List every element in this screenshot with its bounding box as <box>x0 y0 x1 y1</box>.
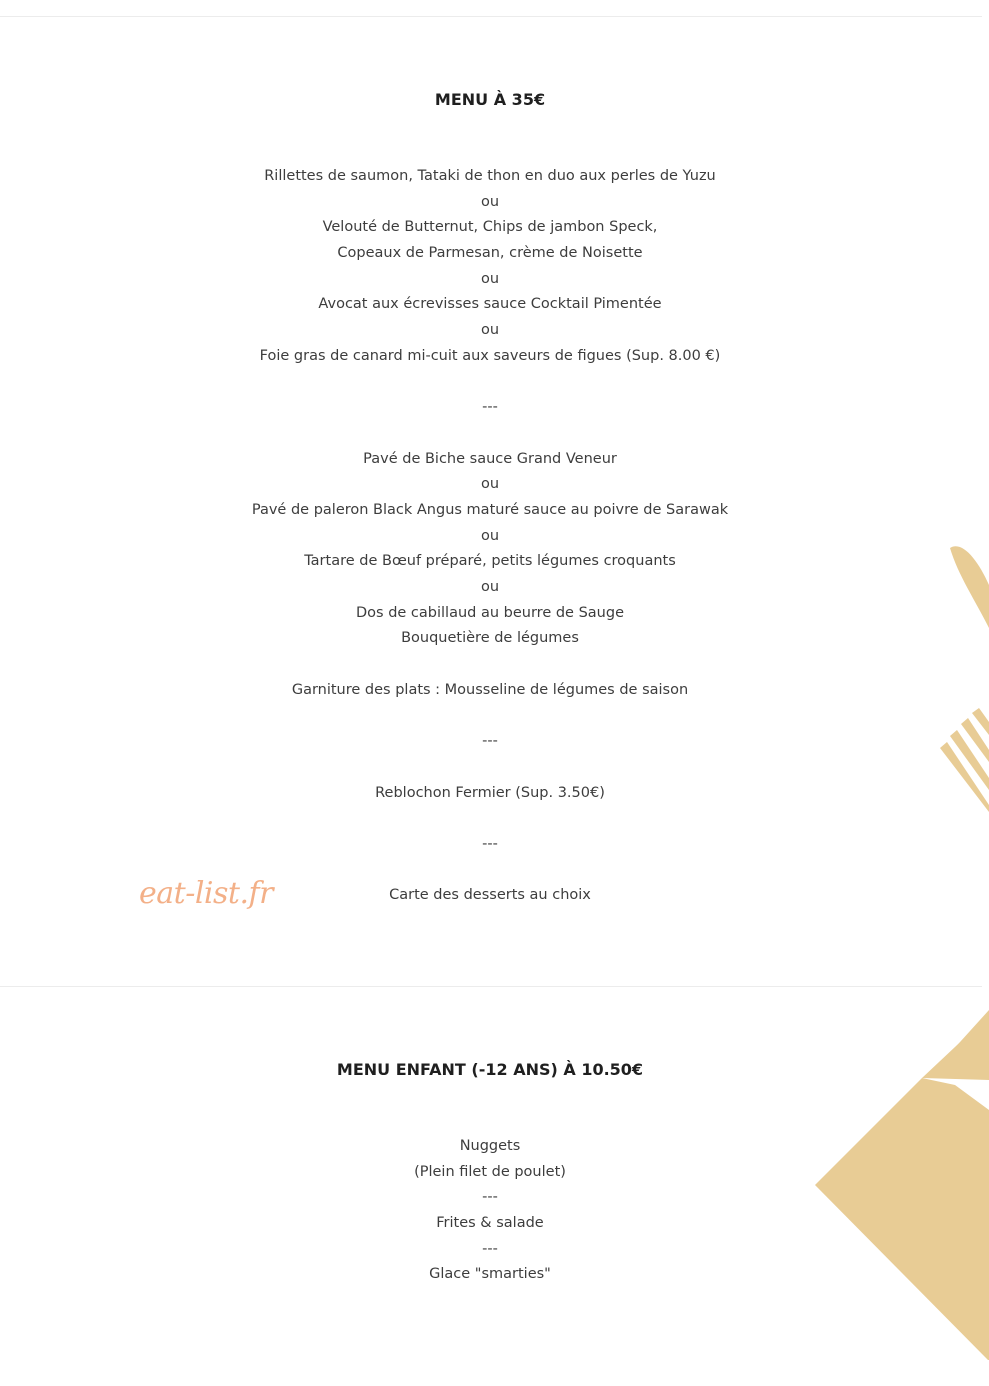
separator-ou: ou <box>480 270 500 287</box>
menu-item: Garniture des plats : Mousseline de légumes de saison <box>291 681 689 698</box>
menu-enfant-title: MENU ENFANT (-12 ANS) À 10.50€ <box>336 1060 644 1079</box>
separator-ou: ou <box>480 193 500 210</box>
menu-item: Pavé de paleron Black Angus maturé sauce au poivre de Sarawak <box>251 501 729 518</box>
separator-dashes: --- <box>482 1240 498 1257</box>
separator-ou: ou <box>480 476 500 493</box>
middle-divider <box>0 986 982 987</box>
menu-35-items <box>0 164 980 909</box>
menu-enfant-section <box>0 1060 980 1288</box>
menu-35-section <box>0 90 980 909</box>
menu-item: Glace "smarties" <box>429 1266 551 1283</box>
separator-dashes: --- <box>482 399 498 416</box>
menu-item: Rillettes de saumon, Tataki de thon en duo aux perles de Yuzu <box>264 168 716 184</box>
separator-ou: ou <box>480 527 500 544</box>
menu-item: Tartare de Bœuf préparé, petits légumes croquants <box>304 553 676 570</box>
menu-item: Foie gras de canard mi-cuit aux saveurs de figues (Sup. 8.00 €) <box>259 347 721 364</box>
watermark-text: eat-list.fr <box>139 876 273 911</box>
menu-enfant-items <box>0 1134 980 1288</box>
separator-dashes: --- <box>482 733 498 750</box>
menu-item: Dos de cabillaud au beurre de Sauge <box>356 604 624 621</box>
menu-item: Bouquetière de légumes <box>401 630 579 647</box>
menu-item: Copeaux de Parmesan, crème de Noisette <box>337 245 643 262</box>
spacer <box>0 370 980 396</box>
spacer <box>0 652 980 678</box>
menu-item: Nuggets <box>459 1138 521 1154</box>
separator-dashes: --- <box>482 835 498 852</box>
spacer <box>0 703 980 729</box>
menu-35-title: MENU À 35€ <box>434 90 546 109</box>
spacer <box>0 806 980 832</box>
menu-item: Carte des desserts au choix <box>389 887 591 904</box>
menu-item: Velouté de Butternut, Chips de jambon Speck, <box>322 219 658 236</box>
menu-item: Frites & salade <box>436 1215 544 1232</box>
separator-ou: ou <box>480 322 500 339</box>
menu-item: Pavé de Biche sauce Grand Veneur <box>363 450 617 467</box>
menu-item: Reblochon Fermier (Sup. 3.50€) <box>375 784 605 801</box>
spacer <box>0 755 980 781</box>
menu-item: Avocat aux écrevisses sauce Cocktail Pimentée <box>318 296 662 313</box>
separator-ou: ou <box>480 579 500 595</box>
menu-item: (Plein filet de poulet) <box>414 1163 566 1180</box>
separator-dashes: --- <box>482 1189 498 1206</box>
spacer <box>0 421 980 447</box>
